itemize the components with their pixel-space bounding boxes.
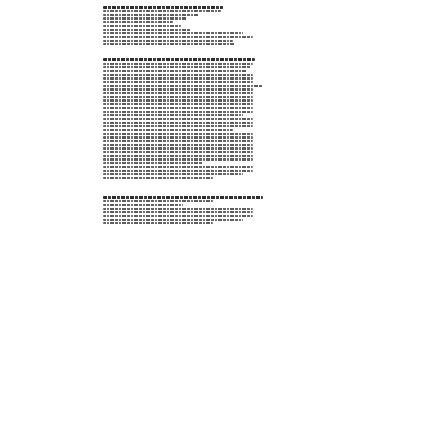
text-line — [103, 14, 199, 16]
text-line — [103, 173, 243, 175]
text-line — [103, 88, 253, 90]
text-line — [103, 6, 223, 9]
text-block-3 — [103, 196, 293, 224]
text-line — [103, 74, 253, 76]
text-line — [103, 63, 253, 65]
text-line — [103, 36, 253, 38]
text-line — [103, 147, 253, 149]
text-line — [103, 99, 253, 101]
text-line — [103, 196, 263, 199]
text-line — [103, 158, 253, 160]
text-line — [103, 170, 253, 172]
text-line — [103, 25, 181, 27]
block-gap — [103, 186, 293, 196]
text-line — [103, 155, 253, 157]
text-line — [103, 177, 213, 179]
text-line — [103, 215, 253, 217]
text-line — [103, 17, 187, 19]
text-line — [103, 140, 253, 142]
text-column — [103, 6, 293, 231]
text-line — [103, 122, 253, 124]
text-line — [103, 21, 173, 23]
text-line — [103, 10, 221, 12]
text-line — [103, 144, 253, 146]
text-line — [103, 32, 243, 34]
text-line — [103, 92, 253, 94]
text-line — [103, 111, 253, 113]
text-line — [103, 222, 213, 224]
text-line — [103, 85, 263, 87]
text-line — [103, 125, 253, 127]
text-line — [103, 43, 235, 45]
text-line — [103, 107, 253, 109]
text-line — [103, 129, 233, 131]
text-line — [103, 96, 253, 98]
text-line — [103, 136, 253, 138]
text-line — [103, 208, 253, 210]
text-block-2 — [103, 58, 293, 179]
text-block-1 — [103, 6, 293, 45]
text-line — [103, 81, 253, 83]
text-line — [103, 114, 243, 116]
text-line — [103, 77, 253, 79]
text-line — [103, 103, 253, 105]
text-line — [103, 219, 243, 221]
text-line — [103, 58, 255, 61]
text-line — [103, 166, 253, 168]
text-line — [103, 133, 253, 135]
text-line — [103, 200, 213, 202]
text-line — [103, 118, 253, 120]
text-line — [103, 211, 253, 213]
text-line — [103, 70, 247, 72]
text-line — [103, 40, 233, 42]
text-line — [103, 162, 203, 164]
text-line — [103, 29, 191, 31]
text-line — [103, 151, 253, 153]
text-line — [103, 204, 183, 206]
text-line — [103, 66, 251, 68]
